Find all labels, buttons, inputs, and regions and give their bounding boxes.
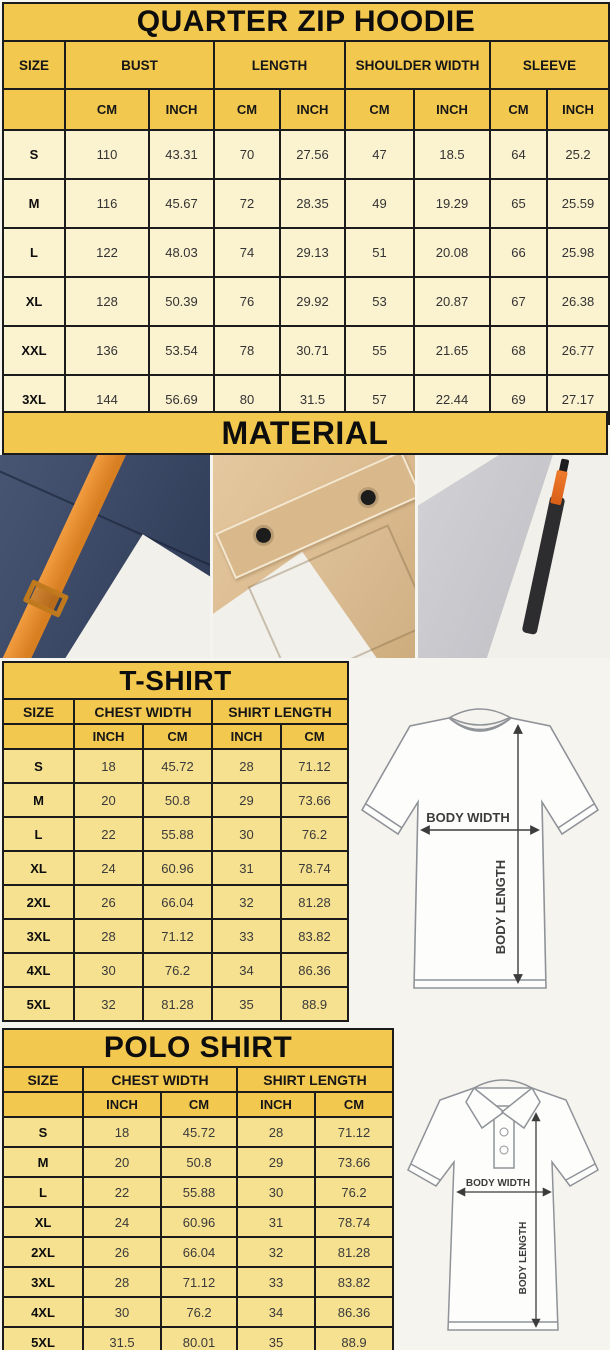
size-cell: XL xyxy=(3,277,65,326)
unit-header: CM xyxy=(281,724,348,749)
size-header: SIZE xyxy=(3,41,65,89)
table-row xyxy=(3,1177,393,1207)
value-cell: 144 xyxy=(65,375,149,424)
value-cell: 22 xyxy=(74,817,143,851)
value-cell: 18.5 xyxy=(414,130,490,179)
value-cell: 71.12 xyxy=(161,1267,237,1297)
unit-header: INCH xyxy=(414,89,490,130)
value-cell: 29.13 xyxy=(280,228,345,277)
snap-button xyxy=(254,526,274,546)
hoodie-size-table xyxy=(2,2,610,425)
value-cell: 73.66 xyxy=(315,1147,393,1177)
value-cell: 50.8 xyxy=(161,1147,237,1177)
table-row xyxy=(3,130,609,179)
value-cell: 128 xyxy=(65,277,149,326)
value-cell: 55.88 xyxy=(161,1177,237,1207)
value-cell: 25.98 xyxy=(547,228,609,277)
table-row xyxy=(3,919,348,953)
value-cell: 21.65 xyxy=(414,326,490,375)
unit-header: INCH xyxy=(547,89,609,130)
strap-buckle xyxy=(23,579,69,618)
value-cell: 55.88 xyxy=(143,817,212,851)
value-cell: 30 xyxy=(212,817,281,851)
unit-header: CM xyxy=(315,1092,393,1117)
table-row xyxy=(3,851,348,885)
value-cell: 31 xyxy=(237,1207,315,1237)
value-cell: 53.54 xyxy=(149,326,214,375)
size-cell: 3XL xyxy=(3,375,65,424)
photo-khaki-flap-pocket xyxy=(213,455,415,658)
table-row xyxy=(3,749,348,783)
value-cell: 72 xyxy=(214,179,280,228)
value-cell: 32 xyxy=(74,987,143,1021)
value-cell: 73.66 xyxy=(281,783,348,817)
value-cell: 78 xyxy=(214,326,280,375)
unit-header: INCH xyxy=(237,1092,315,1117)
value-cell: 20.08 xyxy=(414,228,490,277)
value-cell: 26 xyxy=(74,885,143,919)
size-cell: L xyxy=(3,228,65,277)
value-cell: 26 xyxy=(83,1237,161,1267)
value-cell: 27.17 xyxy=(547,375,609,424)
value-cell: 26.38 xyxy=(547,277,609,326)
value-cell: 43.31 xyxy=(149,130,214,179)
table-row xyxy=(3,228,609,277)
size-header: SIZE xyxy=(3,1067,83,1092)
size-cell: 3XL xyxy=(3,919,74,953)
table-unit-row xyxy=(3,89,609,130)
value-cell: 83.82 xyxy=(281,919,348,953)
photo-gray-fleece-zip xyxy=(418,455,610,658)
value-cell: 65 xyxy=(490,179,547,228)
table-row xyxy=(3,277,609,326)
value-cell: 20 xyxy=(74,783,143,817)
size-cell: S xyxy=(3,1117,83,1147)
value-cell: 88.9 xyxy=(315,1327,393,1350)
table-row xyxy=(3,1117,393,1147)
value-cell: 29 xyxy=(237,1147,315,1177)
value-cell: 50.39 xyxy=(149,277,214,326)
unit-header: CM xyxy=(161,1092,237,1117)
value-cell: 60.96 xyxy=(143,851,212,885)
table-row xyxy=(3,1147,393,1177)
table-group-header-row xyxy=(3,699,348,724)
table-group-header-row xyxy=(3,41,609,89)
value-cell: 18 xyxy=(83,1117,161,1147)
table-row xyxy=(3,326,609,375)
value-cell: 48.03 xyxy=(149,228,214,277)
empty-unit-cell xyxy=(3,89,65,130)
value-cell: 28 xyxy=(74,919,143,953)
value-cell: 68 xyxy=(490,326,547,375)
body-width-label: BODY WIDTH xyxy=(426,810,510,825)
unit-header: CM xyxy=(345,89,414,130)
table-row xyxy=(3,817,348,851)
value-cell: 60.96 xyxy=(161,1207,237,1237)
shirt-length-header: SHIRT LENGTH xyxy=(237,1067,393,1092)
value-cell: 66.04 xyxy=(143,885,212,919)
photo-navy-fleece-orange-strap xyxy=(0,455,210,658)
value-cell: 76.2 xyxy=(315,1177,393,1207)
size-cell: S xyxy=(3,749,74,783)
value-cell: 86.36 xyxy=(281,953,348,987)
polo-table-title: POLO SHIRT xyxy=(3,1029,393,1067)
material-title: MATERIAL xyxy=(221,414,389,451)
value-cell: 49 xyxy=(345,179,414,228)
size-cell: XL xyxy=(3,1207,83,1237)
value-cell: 81.28 xyxy=(281,885,348,919)
size-cell: S xyxy=(3,130,65,179)
table-row xyxy=(3,179,609,228)
sleeve-header: SLEEVE xyxy=(490,41,609,89)
value-cell: 76 xyxy=(214,277,280,326)
table-unit-row xyxy=(3,1092,393,1117)
value-cell: 45.67 xyxy=(149,179,214,228)
tshirt-outline xyxy=(362,709,598,988)
size-cell: 2XL xyxy=(3,1237,83,1267)
table-row xyxy=(3,953,348,987)
table-title-row xyxy=(3,662,348,699)
table-row xyxy=(3,1297,393,1327)
value-cell: 81.28 xyxy=(315,1237,393,1267)
value-cell: 22 xyxy=(83,1177,161,1207)
body-length-label: BODY LENGTH xyxy=(493,859,508,955)
value-cell: 27.56 xyxy=(280,130,345,179)
value-cell: 110 xyxy=(65,130,149,179)
value-cell: 47 xyxy=(345,130,414,179)
value-cell: 20 xyxy=(83,1147,161,1177)
polo-outline xyxy=(408,1080,598,1330)
value-cell: 35 xyxy=(237,1327,315,1350)
unit-header: INCH xyxy=(212,724,281,749)
value-cell: 28 xyxy=(83,1267,161,1297)
value-cell: 30 xyxy=(74,953,143,987)
table-row xyxy=(3,885,348,919)
size-cell: 4XL xyxy=(3,953,74,987)
unit-header: CM xyxy=(214,89,280,130)
value-cell: 32 xyxy=(237,1237,315,1267)
value-cell: 26.77 xyxy=(547,326,609,375)
table-unit-row xyxy=(3,724,348,749)
unit-header: INCH xyxy=(83,1092,161,1117)
value-cell: 33 xyxy=(237,1267,315,1297)
size-cell: M xyxy=(3,1147,83,1177)
value-cell: 35 xyxy=(212,987,281,1021)
value-cell: 33 xyxy=(212,919,281,953)
value-cell: 19.29 xyxy=(414,179,490,228)
size-cell: 2XL xyxy=(3,885,74,919)
value-cell: 24 xyxy=(74,851,143,885)
value-cell: 34 xyxy=(212,953,281,987)
value-cell: 78.74 xyxy=(281,851,348,885)
value-cell: 78.74 xyxy=(315,1207,393,1237)
value-cell: 24 xyxy=(83,1207,161,1237)
unit-header: CM xyxy=(490,89,547,130)
value-cell: 70 xyxy=(214,130,280,179)
value-cell: 69 xyxy=(490,375,547,424)
value-cell: 18 xyxy=(74,749,143,783)
value-cell: 45.72 xyxy=(161,1117,237,1147)
size-cell: L xyxy=(3,1177,83,1207)
value-cell: 76.2 xyxy=(143,953,212,987)
value-cell: 31.5 xyxy=(280,375,345,424)
value-cell: 28 xyxy=(212,749,281,783)
value-cell: 66.04 xyxy=(161,1237,237,1267)
size-cell: L xyxy=(3,817,74,851)
table-title-row xyxy=(3,3,609,41)
value-cell: 74 xyxy=(214,228,280,277)
value-cell: 116 xyxy=(65,179,149,228)
size-cell: 3XL xyxy=(3,1267,83,1297)
unit-header: INCH xyxy=(74,724,143,749)
value-cell: 80 xyxy=(214,375,280,424)
value-cell: 88.9 xyxy=(281,987,348,1021)
size-cell: M xyxy=(3,179,65,228)
table-group-header-row xyxy=(3,1067,393,1092)
value-cell: 25.59 xyxy=(547,179,609,228)
value-cell: 56.69 xyxy=(149,375,214,424)
value-cell: 34 xyxy=(237,1297,315,1327)
value-cell: 32 xyxy=(212,885,281,919)
table-row xyxy=(3,1267,393,1297)
material-banner xyxy=(2,411,608,455)
value-cell: 81.28 xyxy=(143,987,212,1021)
empty-unit-cell xyxy=(3,1092,83,1117)
size-cell: M xyxy=(3,783,74,817)
value-cell: 71.12 xyxy=(315,1117,393,1147)
size-cell: XXL xyxy=(3,326,65,375)
unit-header: INCH xyxy=(280,89,345,130)
bust-header: BUST xyxy=(65,41,214,89)
size-cell: 5XL xyxy=(3,1327,83,1350)
unit-header: CM xyxy=(65,89,149,130)
table-row xyxy=(3,1237,393,1267)
value-cell: 29.92 xyxy=(280,277,345,326)
tshirt-size-table xyxy=(2,661,349,1022)
chest-width-header: CHEST WIDTH xyxy=(74,699,212,724)
table-row xyxy=(3,987,348,1021)
size-cell: XL xyxy=(3,851,74,885)
value-cell: 67 xyxy=(490,277,547,326)
value-cell: 136 xyxy=(65,326,149,375)
body-length-label: BODY LENGTH xyxy=(518,1221,529,1295)
value-cell: 45.72 xyxy=(143,749,212,783)
size-cell: 5XL xyxy=(3,987,74,1021)
value-cell: 28 xyxy=(237,1117,315,1147)
value-cell: 64 xyxy=(490,130,547,179)
value-cell: 31 xyxy=(212,851,281,885)
table-row xyxy=(3,1207,393,1237)
unit-header: CM xyxy=(143,724,212,749)
value-cell: 28.35 xyxy=(280,179,345,228)
value-cell: 51 xyxy=(345,228,414,277)
value-cell: 29 xyxy=(212,783,281,817)
snap-button xyxy=(358,488,378,508)
value-cell: 20.87 xyxy=(414,277,490,326)
value-cell: 80.01 xyxy=(161,1327,237,1350)
value-cell: 53 xyxy=(345,277,414,326)
value-cell: 76.2 xyxy=(281,817,348,851)
size-cell: 4XL xyxy=(3,1297,83,1327)
value-cell: 71.12 xyxy=(143,919,212,953)
body-width-label: BODY WIDTH xyxy=(465,1178,531,1189)
polo-measurement-diagram xyxy=(398,1058,608,1350)
value-cell: 30 xyxy=(237,1177,315,1207)
value-cell: 71.12 xyxy=(281,749,348,783)
tshirt-table-title: T-SHIRT xyxy=(3,662,348,699)
polo-size-table xyxy=(2,1028,394,1350)
value-cell: 25.2 xyxy=(547,130,609,179)
value-cell: 57 xyxy=(345,375,414,424)
length-header: LENGTH xyxy=(214,41,345,89)
value-cell: 22.44 xyxy=(414,375,490,424)
hoodie-table-title: QUARTER ZIP HOODIE xyxy=(3,3,609,41)
empty-unit-cell xyxy=(3,724,74,749)
value-cell: 86.36 xyxy=(315,1297,393,1327)
photo-background xyxy=(418,455,547,531)
shoulder-width-header: SHOULDER WIDTH xyxy=(345,41,490,89)
value-cell: 66 xyxy=(490,228,547,277)
size-header: SIZE xyxy=(3,699,74,724)
table-row xyxy=(3,783,348,817)
value-cell: 55 xyxy=(345,326,414,375)
material-photos xyxy=(0,455,610,658)
value-cell: 83.82 xyxy=(315,1267,393,1297)
chest-width-header: CHEST WIDTH xyxy=(83,1067,237,1092)
value-cell: 31.5 xyxy=(83,1327,161,1350)
shirt-length-header: SHIRT LENGTH xyxy=(212,699,348,724)
value-cell: 30 xyxy=(83,1297,161,1327)
table-title-row xyxy=(3,1029,393,1067)
value-cell: 122 xyxy=(65,228,149,277)
table-row xyxy=(3,1327,393,1350)
unit-header: INCH xyxy=(149,89,214,130)
value-cell: 30.71 xyxy=(280,326,345,375)
value-cell: 50.8 xyxy=(143,783,212,817)
value-cell: 76.2 xyxy=(161,1297,237,1327)
tshirt-measurement-diagram xyxy=(352,692,608,1014)
